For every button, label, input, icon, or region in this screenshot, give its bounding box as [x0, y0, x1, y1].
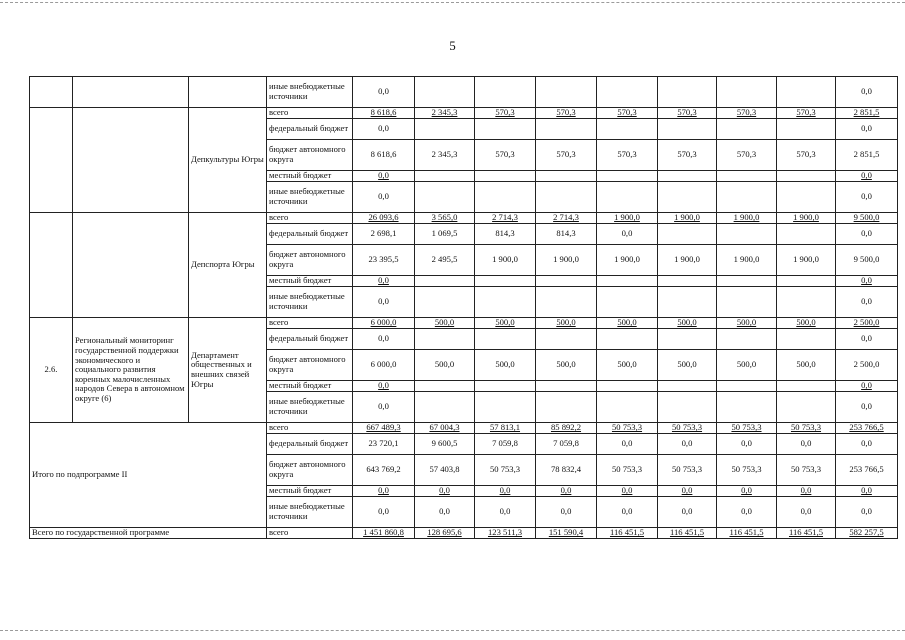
amount-cell: 23 720,1	[353, 434, 415, 455]
funding-source: бюджет автономного округа	[267, 245, 353, 276]
amount-cell: 500,0	[717, 350, 777, 381]
amount-cell: 570,3	[536, 140, 597, 171]
amount-cell: 0,0	[353, 486, 415, 497]
funding-source: иные внебюджетные источники	[267, 497, 353, 528]
amount-cell: 9 500,0	[836, 213, 898, 224]
amount-cell	[777, 182, 836, 213]
amount-cell: 6 000,0	[353, 318, 415, 329]
amount-cell	[415, 119, 475, 140]
amount-cell: 814,3	[475, 224, 536, 245]
amount-cell: 570,3	[597, 140, 658, 171]
amount-cell: 1 900,0	[717, 245, 777, 276]
amount-cell: 0,0	[836, 392, 898, 423]
amount-cell	[777, 276, 836, 287]
amount-cell: 0,0	[836, 434, 898, 455]
amount-cell: 0,0	[836, 171, 898, 182]
amount-cell: 500,0	[597, 318, 658, 329]
funding-source: федеральный бюджет	[267, 224, 353, 245]
amount-cell	[717, 77, 777, 108]
amount-cell: 570,3	[597, 108, 658, 119]
amount-cell: 26 093,6	[353, 213, 415, 224]
amount-cell	[597, 171, 658, 182]
amount-cell: 0,0	[353, 119, 415, 140]
amount-cell: 128 695,6	[415, 528, 475, 539]
amount-cell	[717, 329, 777, 350]
amount-cell	[658, 182, 717, 213]
amount-cell: 8 618,6	[353, 140, 415, 171]
executor-name	[189, 77, 267, 108]
amount-cell	[536, 182, 597, 213]
amount-cell	[475, 287, 536, 318]
amount-cell: 500,0	[536, 318, 597, 329]
funding-source: местный бюджет	[267, 381, 353, 392]
amount-cell: 570,3	[777, 108, 836, 119]
amount-cell: 570,3	[717, 108, 777, 119]
item-number	[30, 213, 73, 318]
amount-cell	[597, 287, 658, 318]
amount-cell: 0,0	[353, 497, 415, 528]
amount-cell: 0,0	[717, 497, 777, 528]
item-number	[30, 77, 73, 108]
amount-cell: 0,0	[536, 486, 597, 497]
amount-cell: 500,0	[658, 350, 717, 381]
amount-cell: 500,0	[415, 318, 475, 329]
amount-cell: 500,0	[415, 350, 475, 381]
amount-cell	[475, 392, 536, 423]
amount-cell	[777, 287, 836, 318]
amount-cell	[717, 276, 777, 287]
amount-cell	[415, 276, 475, 287]
amount-cell: 0,0	[836, 381, 898, 392]
amount-cell: 500,0	[536, 350, 597, 381]
amount-cell: 0,0	[475, 497, 536, 528]
amount-cell: 3 565,0	[415, 213, 475, 224]
amount-cell: 253 766,5	[836, 423, 898, 434]
amount-cell: 0,0	[836, 486, 898, 497]
grand-total-row	[30, 528, 898, 539]
amount-cell	[475, 77, 536, 108]
amount-cell: 1 900,0	[717, 213, 777, 224]
amount-cell: 116 451,5	[777, 528, 836, 539]
amount-cell	[597, 77, 658, 108]
amount-cell: 0,0	[353, 329, 415, 350]
amount-cell: 570,3	[536, 108, 597, 119]
amount-cell	[717, 287, 777, 318]
amount-cell: 0,0	[597, 224, 658, 245]
amount-cell: 85 892,2	[536, 423, 597, 434]
amount-cell: 0,0	[836, 182, 898, 213]
funding-source: иные внебюджетные источники	[267, 182, 353, 213]
amount-cell: 1 069,5	[415, 224, 475, 245]
amount-cell: 0,0	[836, 77, 898, 108]
amount-cell: 570,3	[475, 108, 536, 119]
amount-cell: 50 753,3	[777, 423, 836, 434]
funding-source: местный бюджет	[267, 486, 353, 497]
amount-cell	[536, 329, 597, 350]
amount-cell: 0,0	[836, 119, 898, 140]
funding-source: бюджет автономного округа	[267, 350, 353, 381]
amount-cell	[658, 287, 717, 318]
amount-cell: 50 753,3	[658, 423, 717, 434]
budget-table	[29, 76, 898, 539]
amount-cell	[658, 119, 717, 140]
amount-cell: 2 714,3	[475, 213, 536, 224]
funding-source: местный бюджет	[267, 276, 353, 287]
amount-cell	[777, 329, 836, 350]
amount-cell	[658, 381, 717, 392]
funding-source: иные внебюджетные источники	[267, 287, 353, 318]
page-number: 5	[449, 38, 456, 53]
amount-cell: 2 851,5	[836, 108, 898, 119]
amount-cell: 500,0	[777, 318, 836, 329]
amount-cell	[415, 381, 475, 392]
measure-name	[73, 77, 189, 108]
amount-cell: 570,3	[717, 140, 777, 171]
amount-cell: 570,3	[777, 140, 836, 171]
amount-cell: 0,0	[777, 486, 836, 497]
funding-source: федеральный бюджет	[267, 119, 353, 140]
amount-cell: 1 900,0	[597, 245, 658, 276]
amount-cell	[415, 182, 475, 213]
amount-cell: 0,0	[353, 287, 415, 318]
grand-total-label: Всего по государственной программе	[30, 528, 267, 539]
amount-cell: 0,0	[353, 392, 415, 423]
amount-cell: 2 345,3	[415, 108, 475, 119]
amount-cell	[597, 276, 658, 287]
amount-cell: 500,0	[475, 318, 536, 329]
funding-source: федеральный бюджет	[267, 434, 353, 455]
amount-cell	[658, 392, 717, 423]
amount-cell: 2 495,5	[415, 245, 475, 276]
amount-cell: 57 403,8	[415, 455, 475, 486]
amount-cell: 116 451,5	[717, 528, 777, 539]
table-row	[30, 213, 898, 224]
amount-cell: 50 753,3	[658, 455, 717, 486]
amount-cell	[717, 392, 777, 423]
amount-cell: 57 813,1	[475, 423, 536, 434]
table-row	[30, 423, 898, 434]
scan-edge-top	[0, 2, 905, 6]
amount-cell: 50 753,3	[475, 455, 536, 486]
amount-cell: 23 395,5	[353, 245, 415, 276]
subtotal-label: Итого по подпрограмме II	[30, 423, 267, 528]
amount-cell: 2 851,5	[836, 140, 898, 171]
amount-cell: 0,0	[415, 486, 475, 497]
amount-cell: 0,0	[597, 434, 658, 455]
amount-cell: 0,0	[836, 224, 898, 245]
amount-cell: 570,3	[658, 108, 717, 119]
amount-cell	[536, 77, 597, 108]
amount-cell: 1 900,0	[536, 245, 597, 276]
amount-cell	[597, 182, 658, 213]
amount-cell: 2 500,0	[836, 318, 898, 329]
amount-cell	[717, 182, 777, 213]
measure-name: Региональный мониторинг государственной поддержки экономического и социального развития коренных малочисленных народов Севера в автономном округе (6)	[73, 318, 189, 423]
amount-cell: 0,0	[353, 171, 415, 182]
amount-cell: 0,0	[415, 497, 475, 528]
amount-cell: 1 900,0	[658, 213, 717, 224]
funding-source: иные внебюджетные источники	[267, 77, 353, 108]
amount-cell	[536, 392, 597, 423]
amount-cell: 253 766,5	[836, 455, 898, 486]
amount-cell: 8 618,6	[353, 108, 415, 119]
amount-cell	[597, 392, 658, 423]
table-row	[30, 108, 898, 119]
amount-cell: 0,0	[658, 497, 717, 528]
amount-cell: 116 451,5	[658, 528, 717, 539]
amount-cell: 50 753,3	[597, 423, 658, 434]
amount-cell: 0,0	[353, 77, 415, 108]
amount-cell	[658, 171, 717, 182]
amount-cell: 1 900,0	[597, 213, 658, 224]
amount-cell	[475, 119, 536, 140]
amount-cell: 1 900,0	[658, 245, 717, 276]
amount-cell	[536, 276, 597, 287]
amount-cell: 0,0	[836, 497, 898, 528]
item-number: 2.6.	[30, 318, 73, 423]
executor-name: Депкультуры Югры	[189, 108, 267, 213]
funding-source: всего	[267, 528, 353, 539]
funding-source: иные внебюджетные источники	[267, 392, 353, 423]
amount-cell: 50 753,3	[597, 455, 658, 486]
amount-cell	[777, 171, 836, 182]
funding-source: бюджет автономного округа	[267, 455, 353, 486]
amount-cell: 7 059,8	[475, 434, 536, 455]
amount-cell	[415, 329, 475, 350]
scan-edge-bottom	[0, 630, 905, 634]
amount-cell	[777, 381, 836, 392]
amount-cell: 9 600,5	[415, 434, 475, 455]
amount-cell	[475, 171, 536, 182]
amount-cell: 0,0	[836, 287, 898, 318]
funding-source: федеральный бюджет	[267, 329, 353, 350]
amount-cell: 0,0	[597, 486, 658, 497]
amount-cell: 0,0	[717, 434, 777, 455]
amount-cell	[415, 392, 475, 423]
amount-cell	[536, 287, 597, 318]
funding-source: всего	[267, 318, 353, 329]
funding-source: бюджет автономного округа	[267, 140, 353, 171]
amount-cell: 50 753,3	[777, 455, 836, 486]
amount-cell	[717, 224, 777, 245]
amount-cell: 0,0	[777, 497, 836, 528]
funding-source: всего	[267, 213, 353, 224]
amount-cell: 570,3	[658, 140, 717, 171]
amount-cell: 116 451,5	[597, 528, 658, 539]
amount-cell: 582 257,5	[836, 528, 898, 539]
amount-cell: 0,0	[536, 497, 597, 528]
amount-cell: 50 753,3	[717, 455, 777, 486]
amount-cell: 2 345,3	[415, 140, 475, 171]
amount-cell	[536, 381, 597, 392]
amount-cell: 0,0	[658, 434, 717, 455]
amount-cell: 6 000,0	[353, 350, 415, 381]
amount-cell	[777, 77, 836, 108]
amount-cell: 1 900,0	[777, 245, 836, 276]
amount-cell: 0,0	[777, 434, 836, 455]
amount-cell	[597, 381, 658, 392]
amount-cell: 2 698,1	[353, 224, 415, 245]
amount-cell: 570,3	[475, 140, 536, 171]
amount-cell	[415, 171, 475, 182]
amount-cell	[777, 392, 836, 423]
amount-cell: 1 451 860,8	[353, 528, 415, 539]
amount-cell: 500,0	[717, 318, 777, 329]
executor-name: Департамент общественных и внешних связей Югры	[189, 318, 267, 423]
amount-cell: 0,0	[658, 486, 717, 497]
amount-cell: 78 832,4	[536, 455, 597, 486]
amount-cell	[658, 224, 717, 245]
amount-cell	[475, 381, 536, 392]
amount-cell: 500,0	[658, 318, 717, 329]
amount-cell: 643 769,2	[353, 455, 415, 486]
amount-cell	[415, 287, 475, 318]
amount-cell: 67 004,3	[415, 423, 475, 434]
amount-cell	[717, 119, 777, 140]
amount-cell: 500,0	[777, 350, 836, 381]
amount-cell: 0,0	[717, 486, 777, 497]
amount-cell: 0,0	[836, 276, 898, 287]
amount-cell	[536, 119, 597, 140]
amount-cell	[717, 171, 777, 182]
amount-cell	[717, 381, 777, 392]
amount-cell: 0,0	[353, 276, 415, 287]
table-row	[30, 318, 898, 329]
amount-cell	[475, 329, 536, 350]
amount-cell: 2 714,3	[536, 213, 597, 224]
measure-name	[73, 108, 189, 213]
table-row	[30, 77, 898, 108]
measure-name	[73, 213, 189, 318]
amount-cell: 0,0	[475, 486, 536, 497]
amount-cell	[415, 77, 475, 108]
amount-cell	[475, 182, 536, 213]
amount-cell	[777, 119, 836, 140]
amount-cell	[597, 329, 658, 350]
amount-cell: 500,0	[475, 350, 536, 381]
amount-cell	[658, 276, 717, 287]
amount-cell	[597, 119, 658, 140]
funding-source: всего	[267, 108, 353, 119]
amount-cell: 0,0	[353, 182, 415, 213]
amount-cell: 500,0	[597, 350, 658, 381]
amount-cell: 151 590,4	[536, 528, 597, 539]
amount-cell: 7 059,8	[536, 434, 597, 455]
amount-cell	[658, 329, 717, 350]
funding-source: местный бюджет	[267, 171, 353, 182]
amount-cell: 50 753,3	[717, 423, 777, 434]
amount-cell: 0,0	[597, 497, 658, 528]
amount-cell	[475, 276, 536, 287]
amount-cell: 123 511,3	[475, 528, 536, 539]
amount-cell: 1 900,0	[777, 213, 836, 224]
amount-cell	[777, 224, 836, 245]
funding-source: всего	[267, 423, 353, 434]
amount-cell: 1 900,0	[475, 245, 536, 276]
amount-cell	[536, 171, 597, 182]
amount-cell	[658, 77, 717, 108]
amount-cell: 0,0	[836, 329, 898, 350]
amount-cell: 0,0	[353, 381, 415, 392]
amount-cell: 814,3	[536, 224, 597, 245]
amount-cell: 9 500,0	[836, 245, 898, 276]
amount-cell: 667 489,3	[353, 423, 415, 434]
item-number	[30, 108, 73, 213]
amount-cell: 2 500,0	[836, 350, 898, 381]
executor-name: Депспорта Югры	[189, 213, 267, 318]
